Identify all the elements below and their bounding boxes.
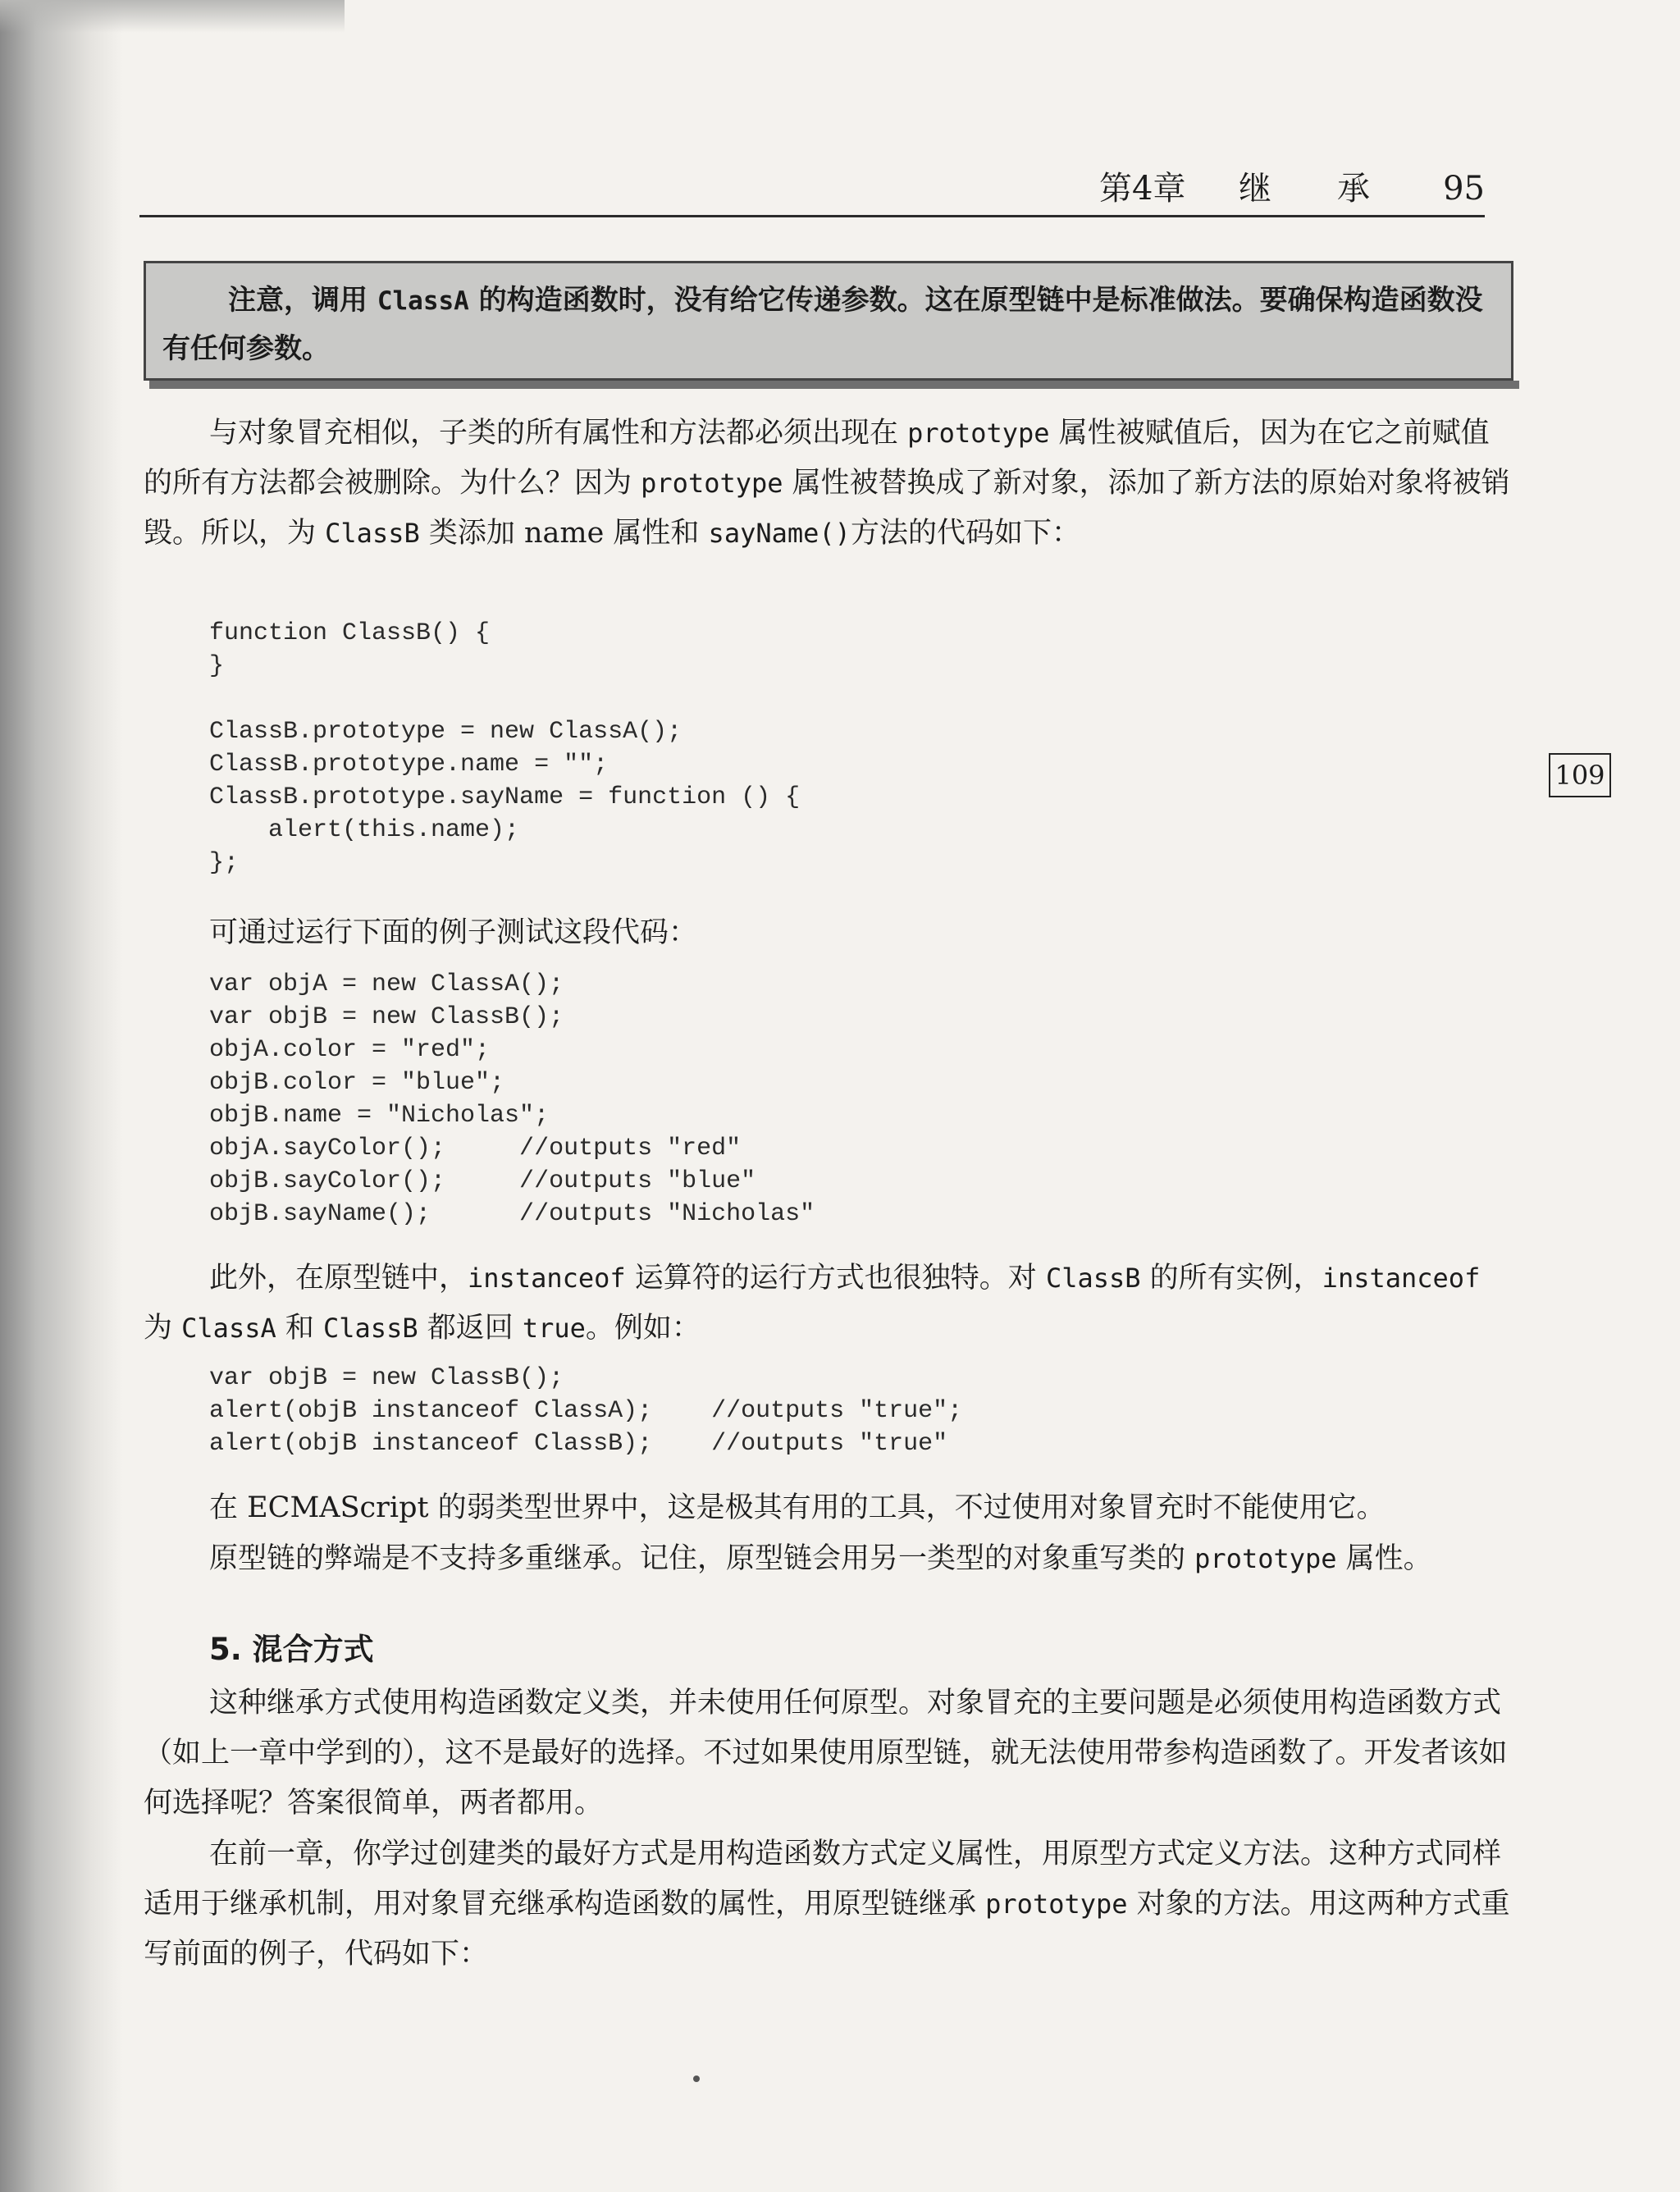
code-line: objB.sayName(); //outputs "Nicholas" <box>209 1200 815 1228</box>
chapter-label: 第4章 <box>1099 170 1186 208</box>
code-line: alert(objB instanceof ClassA); //outputs "true"; <box>209 1397 963 1425</box>
code-line: alert(this.name); <box>209 816 520 844</box>
section-heading-mixed: 5. 混合方式 <box>209 1632 374 1667</box>
inline-code: ClassA <box>181 1313 276 1344</box>
paragraph-mixed-approach <box>144 1829 1513 1980</box>
inline-code: prototype <box>1194 1543 1337 1574</box>
note-code: ClassA <box>377 286 469 316</box>
text-run: 和 <box>276 1312 323 1345</box>
paragraph-prototype-assignment <box>144 409 1513 559</box>
code-line: function ClassB() { <box>209 619 491 647</box>
text-run: 原型链的弊端是不支持多重继承。记住，原型链会用另一类型的对象重写类的 <box>209 1542 1195 1575</box>
paragraph-instanceof <box>144 1254 1513 1354</box>
code-block-classb-prototype <box>209 617 800 879</box>
inline-code: ClassB <box>1045 1263 1141 1294</box>
paragraph-mixed-intro: 这种继承方式使用构造函数定义类，并未使用任何原型。对象冒充的主要问题是必须使用构造函数方式（如上一章中学到的），这不是最好的选择。不过如果使用原型链，就无法使用带参构造函数了。开发者该如何选择呢？答案很简单，两者都用。 <box>144 1687 1508 1820</box>
original-page-reference: 109 <box>1549 753 1611 797</box>
text-run: 属性被替换成了新对象，添加了新方法的原始对象将被销毁。所以，为 <box>144 467 1510 550</box>
code-line: objA.sayColor(); //outputs "red" <box>209 1135 742 1162</box>
text-run: 为 <box>144 1312 182 1345</box>
code-line: var objB = new ClassB(); <box>209 1003 564 1031</box>
text-run: 与对象冒充相似，子类的所有属性和方法都必须出现在 <box>209 417 908 450</box>
code-line: objB.sayColor(); //outputs "blue" <box>209 1167 756 1195</box>
inline-code: prototype <box>907 418 1050 449</box>
inline-code: ClassB <box>323 1313 418 1344</box>
inline-code: instanceof <box>1322 1263 1481 1294</box>
running-head <box>1099 164 1485 213</box>
page-number: 95 <box>1443 170 1485 208</box>
code-line: ClassB.prototype.name = ""; <box>209 751 609 779</box>
text-run: 。例如： <box>585 1312 701 1345</box>
inline-code: sayName() <box>708 518 851 549</box>
text-run: 方法的代码如下： <box>850 517 1080 550</box>
code-line: }; <box>209 849 240 877</box>
text-run: 属性被赋值后，因为在它之前赋值的所有方法都会被删除。为什么？因为 <box>144 417 1490 500</box>
code-line: } <box>209 652 225 680</box>
inline-code: ClassB <box>325 518 420 549</box>
paragraph-multiple-inheritance <box>144 1534 1513 1584</box>
text-run: 属性。 <box>1336 1542 1432 1575</box>
text-run: 此外，在原型链中， <box>209 1262 468 1295</box>
code-line: alert(objB instanceof ClassB); //outputs "true" <box>209 1430 948 1458</box>
paragraph-test-intro: 可通过运行下面的例子测试这段代码： <box>209 916 698 949</box>
inline-code: prototype <box>641 468 783 499</box>
inline-code: prototype <box>985 1888 1128 1920</box>
code-line: ClassB.prototype.sayName = function () { <box>209 783 801 811</box>
code-line: ClassB.prototype = new ClassA(); <box>209 718 682 746</box>
chapter-title-char-1: 继 <box>1239 170 1271 208</box>
paragraph-weak-typing: 在 ECMAScript 的弱类型世界中，这是极其有用的工具，不过使用对象冒充时不能使用它。 <box>209 1491 1386 1524</box>
note-text-after: 的构造函数时，没有给它传递参数。这在原型链中是标准做法。要确保构造函数没有任何参数。 <box>162 284 1483 365</box>
print-speck <box>693 2076 700 2082</box>
inline-code: instanceof <box>468 1263 626 1294</box>
code-line: var objB = new ClassB(); <box>209 1364 564 1392</box>
text-run: 的所有实例， <box>1140 1262 1322 1295</box>
code-block-instanceof <box>209 1362 962 1460</box>
text-run: 都返回 <box>418 1312 523 1345</box>
code-line <box>209 683 800 715</box>
text-run: 在前一章，你学过创建类的最好方式是用构造函数方式定义属性，用原型方式定义方法。这种方式同样适用于继承机制，用对象冒充继承构造函数的属性，用原型链继承 <box>144 1838 1502 1920</box>
code-line: objB.name = "Nicholas"; <box>209 1102 550 1130</box>
text-run: 对象的方法。用这两种方式重写前面的例子，代码如下： <box>144 1888 1510 1971</box>
code-line: objA.color = "red"; <box>209 1036 491 1064</box>
code-line: var objA = new ClassA(); <box>209 970 564 998</box>
note-text-before: 注意，调用 <box>228 284 377 317</box>
inline-code: true <box>522 1313 586 1344</box>
code-block-test <box>209 968 815 1231</box>
note-text <box>162 276 1493 372</box>
code-line: objB.color = "blue"; <box>209 1069 505 1097</box>
header-rule <box>139 215 1485 217</box>
note-box <box>144 261 1513 381</box>
text-run: 运算符的运行方式也很独特。对 <box>625 1262 1046 1295</box>
chapter-title-char-2: 承 <box>1337 170 1370 208</box>
text-run: 类添加 name 属性和 <box>419 517 709 550</box>
